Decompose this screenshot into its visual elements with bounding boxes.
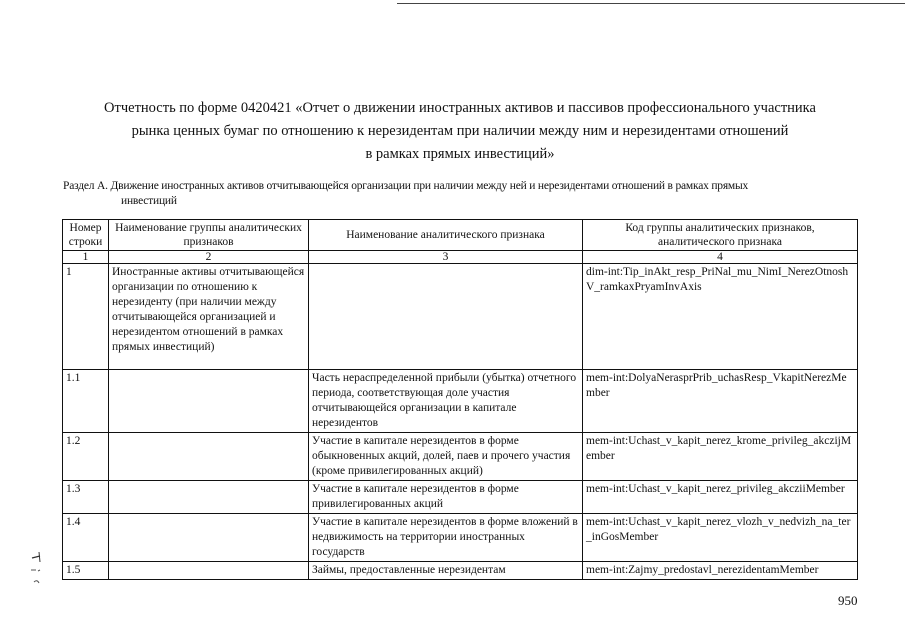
table-row: [63, 433, 858, 481]
row-number: 1.2: [63, 433, 109, 481]
column-number: 1: [63, 251, 109, 264]
row-number: 1.5: [63, 562, 109, 580]
document-title: [60, 97, 860, 166]
row-code: mem-int:Zajmy_predostavl_nerezidentamMember: [583, 562, 858, 580]
row-feature: [309, 264, 583, 370]
table-row: [63, 481, 858, 514]
title-line: рынка ценных бумаг по отношению к нерезидентам при наличии между ним и нерезидентами отношений: [131, 123, 789, 139]
row-number: 1: [63, 264, 109, 370]
report-table: [62, 219, 858, 580]
row-code: mem-int:Uchast_v_kapit_nerez_privileg_akcziiMember: [583, 481, 858, 514]
row-group: Иностранные активы отчитывающейся организации по отношению к нерезиденту (при наличии между отчитывающейся организацией и нерезидентом отношений в рамках прямых инвестиций): [109, 264, 309, 370]
scan-margin-marks: [28, 548, 44, 588]
top-rule: [397, 3, 905, 4]
column-number: 2: [109, 251, 309, 264]
row-feature: Часть нераспределенной прибыли (убытка) отчетного периода, соответствующая доле участия отчитывающейся организации в капитале нерезидентов: [309, 370, 583, 433]
row-group: [109, 514, 309, 562]
row-feature: Займы, предоставленные нерезидентам: [309, 562, 583, 580]
row-number: 1.4: [63, 514, 109, 562]
row-code: mem-int:Uchast_v_kapit_nerez_vlozh_v_nedvizh_na_ter_inGosMember: [583, 514, 858, 562]
header-feature-name: Наименование аналитического признака: [309, 220, 583, 251]
table-row: [63, 562, 858, 580]
table-header-row: [63, 220, 858, 251]
section-heading-line: Раздел А. Движение иностранных активов отчитывающейся организации при наличии между ней и нерезидентами отношений в рамках прямых: [63, 180, 749, 192]
row-feature: Участие в капитале нерезидентов в форме обыкновенных акций, долей, паев и прочего участия (кроме привилегированных акций): [309, 433, 583, 481]
section-heading: [63, 179, 863, 209]
row-number: 1.3: [63, 481, 109, 514]
title-line: в рамках прямых инвестиций»: [365, 146, 555, 162]
title-line: Отчетность по форме 0420421 «Отчет о движении иностранных активов и пассивов профессионального участника: [104, 100, 816, 116]
row-code: mem-int:Uchast_v_kapit_nerez_krome_privileg_akczijMember: [583, 433, 858, 481]
table-row: [63, 264, 858, 370]
row-feature: Участие в капитале нерезидентов в форме привилегированных акций: [309, 481, 583, 514]
header-line-number: Номер строки: [63, 220, 109, 251]
column-number: 4: [583, 251, 858, 264]
row-group: [109, 370, 309, 433]
row-group: [109, 433, 309, 481]
row-code: dim-int:Tip_inAkt_resp_PriNal_mu_NimI_NerezOtnoshV_ramkaxPryamInvAxis: [583, 264, 858, 370]
row-feature: Участие в капитале нерезидентов в форме вложений в недвижимость на территории иностранных государств: [309, 514, 583, 562]
header-code: Код группы аналитических признаков, аналитического признака: [583, 220, 858, 251]
row-code: mem-int:DolyaNerasprPrib_uchasResp_VkapitNerezMember: [583, 370, 858, 433]
table-row: [63, 370, 858, 433]
table-row: [63, 514, 858, 562]
section-heading-line: инвестиций: [121, 195, 177, 207]
column-numbers-row: [63, 251, 858, 264]
column-number: 3: [309, 251, 583, 264]
row-group: [109, 562, 309, 580]
page-number: 950: [838, 593, 858, 608]
row-group: [109, 481, 309, 514]
header-group-name: Наименование группы аналитических признаков: [109, 220, 309, 251]
row-number: 1.1: [63, 370, 109, 433]
